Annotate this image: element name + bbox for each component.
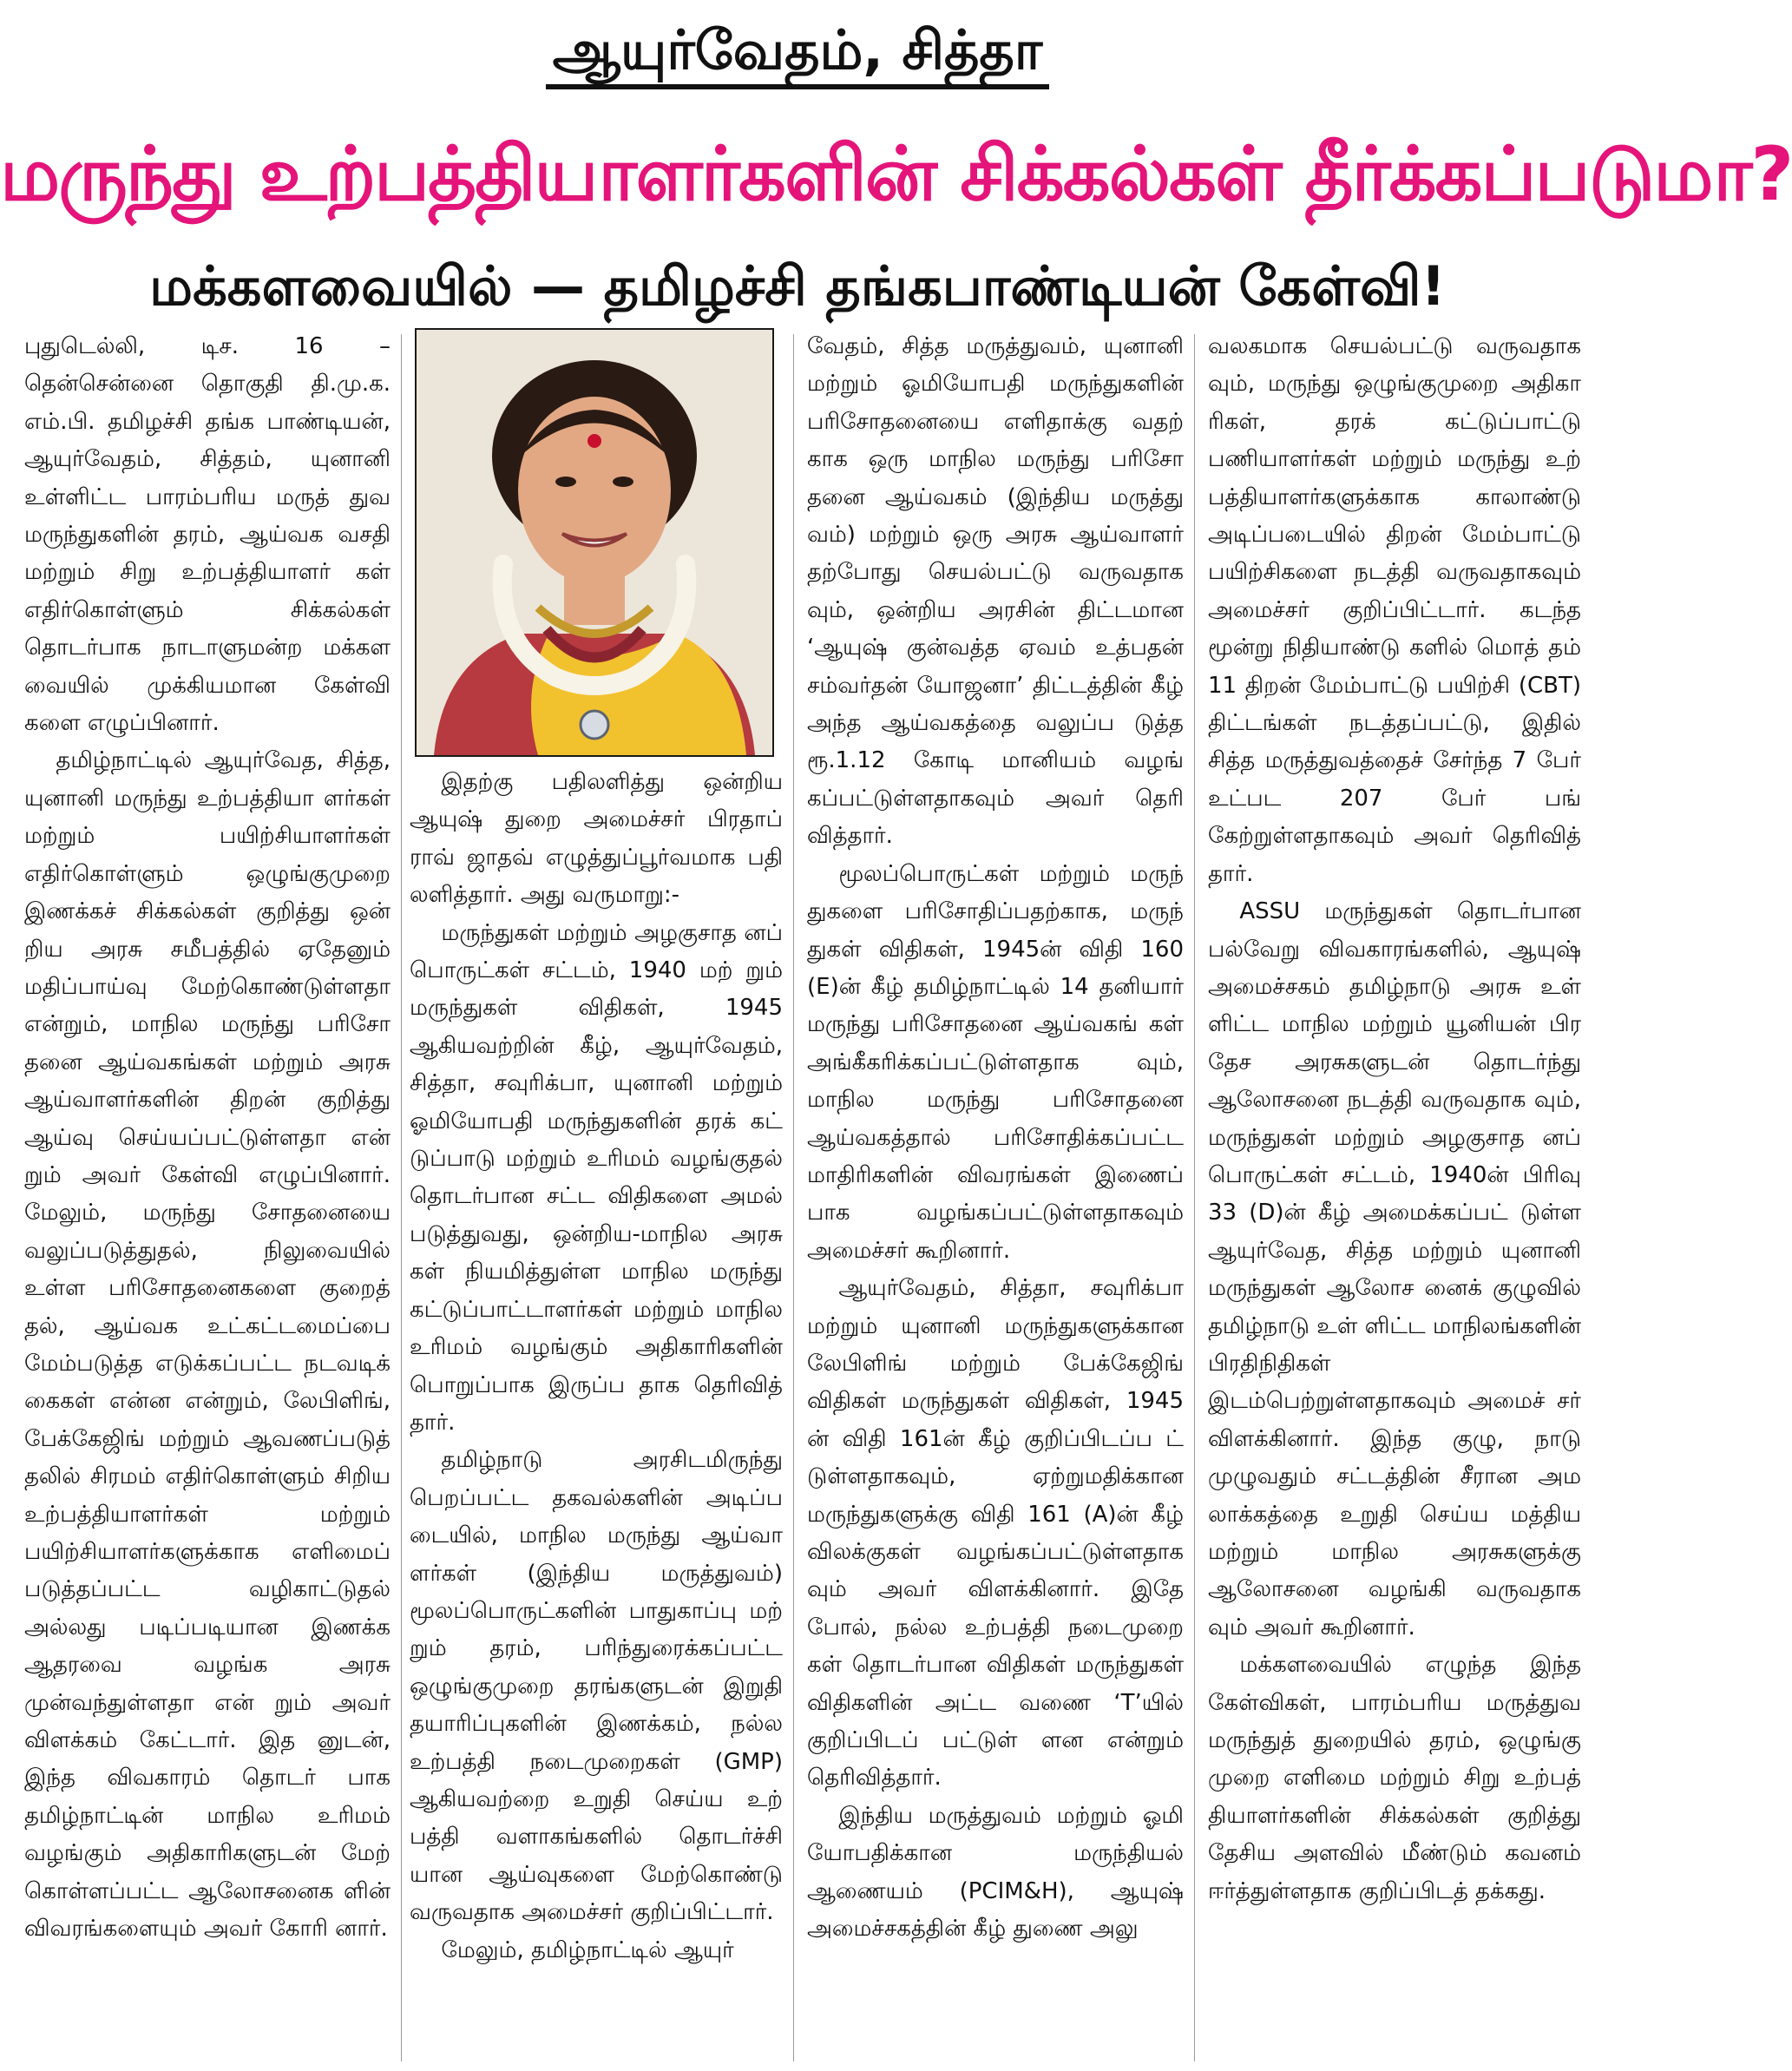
- paragraph: மருந்துகள் மற்றும் அழகுசாத னப் பொருட்கள் சட்டம், 1940 மற் றும் மருந்துகள் விதிகள், 1945 ஆகியவற்றின் கீழ், ஆயுர்வேதம், சித்தா, சவுரிக்பா, யுனானி மற்றும் ஓமியோபதி மருந்துகளின் தரக் கட் டுப்பாடு மற்றும் உரிமம் வழங்குதல் தொடர்பான சட்ட விதிகளை அமல் படுத்துவது, ஒன்றிய-மாநில அரசு கள் நியமித்துள்ள மாநில மருந்து கட்டுப்பாட்டாளர்கள் மற்றும் மாநில உரிமம் வழங்கும் அதிகாரிகளின் பொறுப்பாக இருப்ப தாக தெரிவித் தார்.: [410, 919, 783, 1436]
- article-headline: மருந்து உற்பத்தியாளர்களின் சிக்கல்கள் தீர்க்கப்படுமா?: [0, 131, 1792, 218]
- paragraph: வலகமாக செயல்பட்டு வருவதாக வும், மருந்து ஒழுங்குமுறை அதிகா ரிகள், தரக் கட்டுப்பாட்டு பணியாளர்கள் மற்றும் மருந்து உற் பத்தியாளர்களுக்காக காலாண்டு அடிப்படையில் திறன் மேம்பாட்டு பயிற்சிகளை நடத்தி வருவதாகவும் அமைச்சர் குறிப்பிட்டார். கடந்த மூன்று நிதியாண்டு களில் மொத் தம் 11 திறன் மேம்பாட்டு பயிற்சி (CBT) திட்டங்கள் நடத்தப்பட்டு, இதில் சித்த மருத்துவத்தைச் சேர்ந்த 7 பேர் உட்பட 207 பேர் பங் கேற்றுள்ளதாகவும் அவர் தெரிவித் தார்.: [1208, 333, 1581, 887]
- column-rule: [401, 334, 402, 2061]
- portrait-illustration: [417, 330, 772, 755]
- article-column-3: [807, 328, 1184, 2064]
- article-kicker: ஆயுர்வேதம், சித்தா: [0, 9, 1595, 92]
- column-rule: [1194, 334, 1195, 2061]
- paragraph: இந்திய மருத்துவம் மற்றும் ஓமி யோபதிக்கான மருந்தியல் ஆணையம் (PCIM&H), ஆயுஷ் அமைச்சகத்தின் கீழ் துணை அலு: [807, 1802, 1184, 1943]
- article-subhead: மக்களவையில் — தமிழச்சி தங்கபாண்டியன் கேள்வி!: [149, 254, 1446, 318]
- paragraph: மேலும், தமிழ்நாட்டில் ஆயுர்: [441, 1936, 734, 1963]
- paragraph: தமிழ்நாட்டில் ஆயுர்வேத, சித்த, யுனானி மருந்து உற்பத்தியா ளர்கள் மற்றும் பயிற்சியாளர்கள் எதிர்கொள்ளும் ஒழுங்குமுறை இணக்கச் சிக்கல்கள் குறித்து ஒன் றிய அரசு சமீபத்தில் ஏதேனும் மதிப்பாய்வு மேற்கொண்டுள்ளதா என்றும், மாநில மருந்து பரிசோ தனை ஆய்வகங்கள் மற்றும் அரசு ஆய்வாளர்களின் திறன் குறித்து ஆய்வு செய்யப்பட்டுள்ளதா என் றும் அவர் கேள்வி எழுப்பினார். மேலும், மருந்து சோதனையை வலுப்படுத்துதல், நிலுவையில் உள்ள பரிசோதனைகளை குறைத் தல், ஆய்வக உட்கட்டமைப்பை மேம்படுத்த எடுக்கப்பட்ட நடவடிக் கைகள் என்ன என்றும், லேபிளிங், பேக்கேஜிங் மற்றும் ஆவணப்படுத் தலில் சிரமம் எதிர்கொள்ளும் சிறிய உற்பத்தியாளர்கள் மற்றும் பயிற்சியாளர்களுக்காக எளிமைப் படுத்தப்பட்ட வழிகாட்டுதல் அல்லது படிப்படியான இணக்க ஆதரவை வழங்க அரசு முன்வந்துள்ளதா என் றும் அவர் விளக்கம் கேட்டார். இத னுடன், இந்த விவகாரம் தொடர் பாக தமிழ்நாட்டின் மாநில உரிமம் வழங்கும் அதிகாரிகளுடன் மேற் கொள்ளப்பட்ட ஆலோசனைக ளின் விவரங்களையும் அவர் கோரி னார்.: [24, 747, 391, 1943]
- column-rule: [793, 334, 794, 2061]
- paragraph: ASSU மருந்துகள் தொடர்பான பல்வேறு விவகாரங்களில், ஆயுஷ் அமைச்சகம் தமிழ்நாடு அரசு உள் ளிட்ட மாநில மற்றும் யூனியன் பிர தேச அரசுகளுடன் தொடர்ந்து ஆலோசனை நடத்தி வருவதாக வும், மருந்துகள் மற்றும் அழகுசாத னப் பொருட்கள் சட்டம், 1940ன் பிரிவு 33 (D)ன் கீழ் அமைக்கப்பட் டுள்ள ஆயுர்வேத, சித்த மற்றும் யுனானி மருந்துகள் ஆலோச னைக் குழுவில் தமிழ்நாடு உள் ளிட்ட மாநிலங்களின் பிரதிநிதிகள் இடம்பெற்றுள்ளதாகவும் அமைச் சர் விளக்கினார். இந்த குழு, நாடு முழுவதும் சட்டத்தின் சீரான அம லாக்கத்தை உறுதி செய்ய மத்திய மற்றும் மாநில அரசுகளுக்கு ஆலோசனை வழங்கி வருவதாக வும் அவர் கூறினார்.: [1208, 898, 1581, 1640]
- article-column-1: [24, 328, 391, 2064]
- paragraph: புதுடெல்லி, டிச. 16 – தென்சென்னை தொகுதி தி.மு.க. எம்.பி. தமிழச்சி தங்க பாண்டியன், ஆயுர்வேதம், சித்தம், யுனானி உள்ளிட்ட பாரம்பரிய மருத் துவ மருந்துகளின் தரம், ஆய்வக வசதி மற்றும் சிறு உற்பத்தியாளர் கள் எதிர்கொள்ளும் சிக்கல்கள் தொடர்பாக நாடாளுமன்ற மக்கள வையில் முக்கியமான கேள்வி களை எழுப்பினார்.: [24, 333, 391, 737]
- portrait-photo: [415, 328, 774, 757]
- paragraph: இதற்கு பதிலளித்து ஒன்றிய ஆயுஷ் துறை அமைச்சர் பிரதாப் ராவ் ஜாதவ் எழுத்துப்பூர்வமாக பதி லளித்தார். அது வருமாறு:-: [410, 769, 783, 909]
- paragraph: மக்களவையில் எழுந்த இந்த கேள்விகள், பாரம்பரிய மருத்துவ மருந்துத் துறையில் தரம், ஒழுங்கு முறை எளிமை மற்றும் சிறு உற்பத் தியாளர்களின் சிக்கல்கள் குறித்து தேசிய அளவில் மீண்டும் கவனம் ஈர்த்துள்ளதாக குறிப்பிடத் தக்கது.: [1208, 1652, 1581, 1904]
- paragraph: தமிழ்நாடு அரசிடமிருந்து பெறப்பட்ட தகவல்களின் அடிப்ப டையில், மாநில மருந்து ஆய்வா ளர்கள் (இந்திய மருத்துவம்) மூலப்பொருட்களின் பாதுகாப்பு மற் றும் தரம், பரிந்துரைக்கப்பட்ட ஒழுங்குமுறை தரங்களுடன் இறுதி தயாரிப்புகளின் இணக்கம், நல்ல உற்பத்தி நடைமுறைகள் (GMP) ஆகியவற்றை உறுதி செய்ய உற் பத்தி வளாகங்களில் தொடர்ச்சி யான ஆய்வுகளை மேற்கொண்டு வருவதாக அமைச்சர் குறிப்பிட்டார்.: [410, 1447, 783, 1926]
- paragraph: வேதம், சித்த மருத்துவம், யுனானி மற்றும் ஓமியோபதி மருந்துகளின் பரிசோதனையை எளிதாக்கு வதற் காக ஒரு மாநில மருந்து பரிசோ தனை ஆய்வகம் (இந்திய மருத்து வம்) மற்றும் ஒரு அரசு ஆய்வாளர் தற்போது செயல்பட்டு வருவதாக வும், ஒன்றிய அரசின் திட்டமான ‘ஆயுஷ் குன்வத்த ஏவம் உத்பதன் சம்வர்தன் யோஜனா’ திட்டத்தின் கீழ் அந்த ஆய்வகத்தை வலுப்ப டுத்த ரூ.1.12 கோடி மானியம் வழங் கப்பட்டுள்ளதாகவும் அவர் தெரி வித்தார்.: [807, 333, 1184, 850]
- paragraph: மூலப்பொருட்கள் மற்றும் மருந் துகளை பரிசோதிப்பதற்காக, மருந் துகள் விதிகள், 1945ன் விதி 160 (E)ன் கீழ் தமிழ்நாட்டில் 14 தனியார் மருந்து பரிசோதனை ஆய்வகங் கள் அங்கீகரிக்கப்பட்டுள்ளதாக வும், மாநில மருந்து பரிசோதனை ஆய்வகத்தால் பரிசோதிக்கப்பட்ட மாதிரிகளின் விவரங்கள் இணைப் பாக வழங்கப்பட்டுள்ளதாகவும் அமைச்சர் கூறினார்.: [807, 860, 1184, 1264]
- paragraph: ஆயுர்வேதம், சித்தா, சவுரிக்பா மற்றும் யுனானி மருந்துகளுக்கான லேபிளிங் மற்றும் பேக்கேஜிங் விதிகள் மருந்துகள் விதிகள், 1945 ன் விதி 161ன் கீழ் குறிப்பிடப்ப ட் டுள்ளதாகவும், ஏற்றுமதிக்கான மருந்துகளுக்கு விதி 161 (A)ன் கீழ் விலக்குகள் வழங்கப்பட்டுள்ளதாக வும் அவர் விளக்கினார். இதே போல், நல்ல உற்பத்தி நடைமுறை கள் தொடர்பான விதிகள் மருந்துகள் விதிகளின் அட்ட வணை ‘T’யில் குறிப்பிடப் பட்டுள் ளன என்றும் தெரிவித்தார்.: [807, 1275, 1184, 1792]
- article-column-2: [410, 764, 783, 2066]
- article-column-4: [1208, 328, 1581, 2064]
